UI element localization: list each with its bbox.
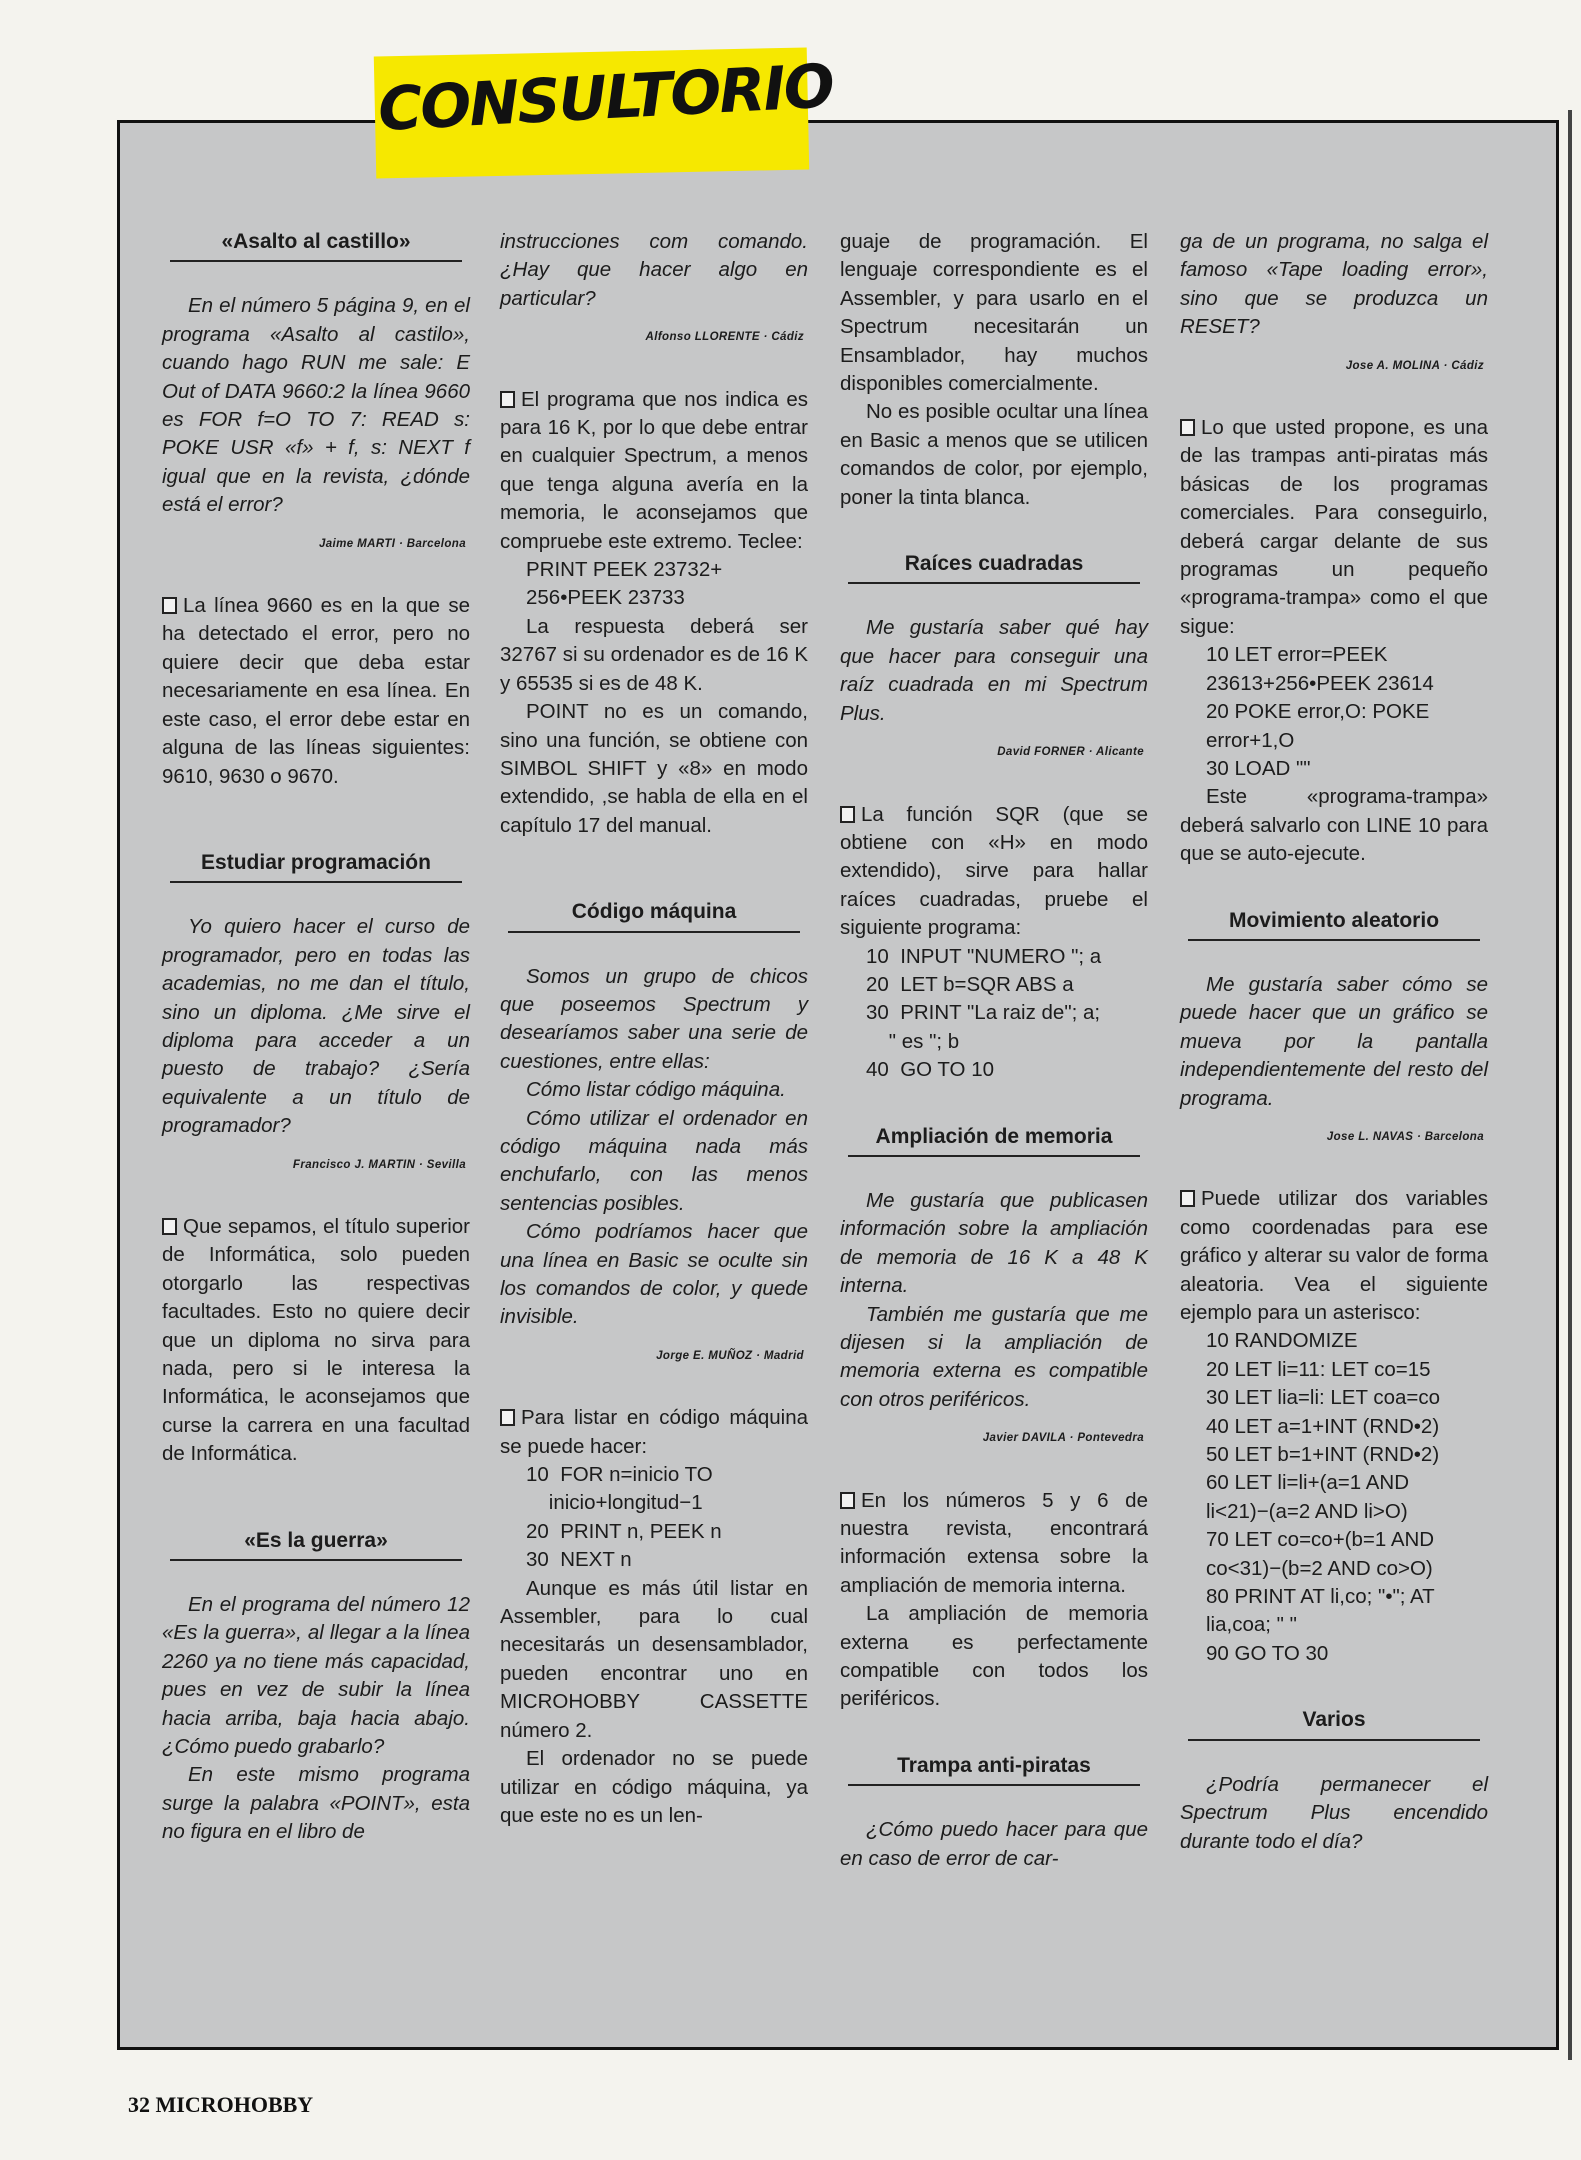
signature: Alfonso LLORENTE · Cádiz — [645, 331, 804, 344]
column-2 — [500, 228, 808, 1830]
question-trampa-cont: ga de un programa, no salga el famoso «Tape loading error», sino que se produzca un RESET? — [1180, 230, 1488, 339]
question-codigo-3: Cómo utilizar el ordenador en código máquina nada más enchufarlo, con las menos sentencias posibles. — [500, 1106, 808, 1215]
question-asalto: En el número 5 página 9, en el programa «Asalto al castilo», cuando hago RUN me sale: E Out of DATA 9660:2 la línea 9660 es FOR f=O TO 7: READ s: POKE USR «f» + f, s: NEXT f igual que en la revista, ¿dónde está el error? — [162, 294, 470, 517]
question-guerra-cont: instrucciones com comando. ¿Hay que hacer algo en particular? — [500, 230, 808, 310]
code-listar: 10 FOR n=inicio TO inicio+longitud−1 20 PRINT n, PEEK n 30 NEXT n — [526, 1463, 722, 1572]
code-peek: PRINT PEEK 23732+ 256•PEEK 23733 — [526, 558, 723, 610]
question-varios: ¿Podría permanecer el Spectrum Plus encendido durante todo el día? — [1180, 1772, 1488, 1853]
answer-asalto: La línea 9660 es en la que se ha detectado el error, pero no quiere decir que deba estar necesariamente en esa línea. En este caso, el error debe estar en alguna de las líneas siguientes: 9610, 9630 o 9670. — [162, 594, 470, 788]
signature: Jaime MARTI · Barcelona — [318, 537, 466, 550]
column-3 — [840, 228, 1148, 1873]
answer-codigo-2: Aunque es más útil listar en Assembler, para lo cual necesitarás un desensamblador, pueden encontrar uno en MICROHOBBY CASSETTE número 2. — [500, 1576, 808, 1742]
heading-memoria: Ampliación de memoria — [848, 1123, 1140, 1157]
question-trampa: ¿Cómo puedo hacer para que en caso de error de car- — [840, 1818, 1148, 1870]
answer-guerra-3: POINT no es un comando, sino una función, se obtiene con SIMBOL SHIFT y «8» en modo extendido, ,se habla de ella en el capítulo 17 del manual. — [500, 700, 808, 837]
checkbox-marker-icon — [840, 806, 855, 823]
question-raices: Me gustaría saber qué hay que hacer para conseguir una raíz cuadrada en mi Spectrum Plus. — [840, 616, 1148, 725]
answer-codigo-1: Para listar en código máquina se puede hacer: — [500, 1406, 808, 1458]
answer-raices: La función SQR (que se obtiene con «H» en modo extendido), sirve para hallar raíces cuadradas, pruebe el siguiente programa: — [840, 802, 1148, 940]
heading-estudiar: Estudiar programación — [170, 849, 462, 883]
signature: Javier DAVILA · Pontevedra — [982, 1432, 1144, 1445]
answer-movimiento: Puede utilizar dos variables como coordenadas para ese gráfico y alterar su valor de forma aleatoria. Vea el siguiente ejemplo para un asterisco: — [1180, 1187, 1488, 1324]
signature: Francisco J. MARTIN · Sevilla — [292, 1158, 466, 1171]
section-title: CONSULTORIO — [376, 51, 835, 146]
answer-memoria-1: En los números 5 y 6 de nuestra revista, encontrará información extensa sobre la ampliación de memoria interna. — [840, 1488, 1148, 1597]
checkbox-marker-icon — [162, 1218, 177, 1235]
magazine-name: MICROHOBBY — [155, 2092, 314, 2117]
answer-estudiar: Que sepamos, el título superior de Informática, solo pueden otorgarlo las respectivas facultades. Esto no quiere decir que un diploma no sirva para nada, pero si le interesa la Informática, le aconsejamos que curse la carrera en una facultad de Informática. — [162, 1214, 470, 1466]
answer-guerra-2: La respuesta deberá ser 32767 si su ordenador es de 16 K y 65535 si es de 48 K. — [500, 614, 808, 695]
page-number: 32 — [128, 2092, 150, 2117]
answer-codigo-3: El ordenador no se puede utilizar en código máquina, ya que este no es un len- — [500, 1747, 808, 1827]
signature: Jose A. MOLINA · Cádiz — [1345, 359, 1484, 372]
page-edge — [1568, 110, 1572, 2060]
checkbox-marker-icon — [1180, 1190, 1195, 1207]
heading-codigo: Código máquina — [508, 898, 800, 932]
question-codigo-2: Cómo listar código máquina. — [526, 1078, 786, 1102]
column-4 — [1180, 228, 1488, 1856]
heading-movimiento: Movimiento aleatorio — [1188, 907, 1480, 941]
page-footer — [128, 2092, 313, 2118]
code-sqr: 10 INPUT "NUMERO "; a 20 LET b=SQR ABS a 30 PRINT "La raiz de"; a; " es "; b 40 GO TO 10 — [866, 944, 1102, 1082]
checkbox-marker-icon — [162, 597, 177, 614]
answer-trampa-2: Este «programa-trampa» deberá salvarlo con LINE 10 para que se auto-ejecute. — [1180, 785, 1488, 866]
question-memoria-2: También me gustaría que me dijesen si la ampliación de memoria externa es compatible con otros periféricos. — [840, 1302, 1148, 1411]
question-codigo-4: Cómo podríamos hacer que una línea en Basic se oculte sin los comandos de color, y quede invisible. — [500, 1220, 808, 1329]
code-trampa: 10 LET error=PEEK 23613+256•PEEK 23614 20 POKE error,O: POKE error+1,O 30 LOAD "" — [1206, 643, 1434, 780]
heading-varios: Varios — [1188, 1706, 1480, 1740]
signature: Jose L. NAVAS · Barcelona — [1326, 1130, 1484, 1143]
signature: Jorge E. MUÑOZ · Madrid — [656, 1349, 804, 1362]
answer-trampa-1: Lo que usted propone, es una de las trampas anti-piratas más básicas de los programas comerciales. Para conseguirlo, deberá cargar delante de sus programas un pequeño «programa-trampa» como el que sigue: — [1180, 416, 1488, 638]
answer-guerra-1: El programa que nos indica es para 16 K, por lo que debe entrar en cualquier Spectrum, a menos que tenga alguna avería en la memoria, le aconsejamos que compruebe este extremo. Teclee: — [500, 387, 808, 553]
heading-raices: Raíces cuadradas — [848, 550, 1140, 584]
checkbox-marker-icon — [500, 391, 515, 408]
signature: David FORNER · Alicante — [997, 746, 1144, 759]
checkbox-marker-icon — [500, 1409, 515, 1426]
question-memoria-1: Me gustaría que publicasen información sobre la ampliación de memoria de 16 K a 48 K interna. — [840, 1188, 1148, 1298]
question-guerra: En el programa del número 12 «Es la guerra», al llegar a la línea 2260 ya no tiene más capacidad, pues en vez de subir la línea hacia arriba, baja hacia abajo. ¿Cómo puedo grabarlo? — [162, 1593, 470, 1759]
question-movimiento: Me gustaría saber cómo se puede hacer que un gráfico se mueva por la pantalla independientemente del resto del programa. — [1180, 972, 1488, 1110]
heading-guerra: «Es la guerra» — [170, 1527, 462, 1561]
checkbox-marker-icon — [840, 1492, 855, 1509]
heading-asalto: «Asalto al castillo» — [170, 228, 462, 262]
question-codigo-1: Somos un grupo de chicos que poseemos Spectrum y desearíamos saber una serie de cuestiones, entre ellas: — [500, 964, 808, 1073]
answer-codigo-cont: guaje de programación. El lenguaje correspondiente es el Assembler, y para usarlo en el Spectrum necesitarán un Ensamblador, hay muchos disponibles comercialmente. — [840, 230, 1148, 396]
heading-trampa: Trampa anti-piratas — [848, 1752, 1140, 1786]
answer-codigo-ocultar: No es posible ocultar una línea en Basic a menos que se utilicen comandos de color, por ejemplo, poner la tinta blanca. — [840, 400, 1148, 509]
question-estudiar: Yo quiero hacer el curso de programador, pero en todas las academias, no me dan el título, sino un diploma. ¿Me sirve el diploma para acceder a un puesto de trabajo? ¿Sería equivalente a un título de programador? — [162, 915, 470, 1138]
answer-memoria-2: La ampliación de memoria externa es perfectamente compatible con todos los periféricos. — [840, 1602, 1148, 1711]
question-guerra-2: En este mismo programa surge la palabra «POINT», esta no figura en el libro de — [162, 1763, 470, 1844]
checkbox-marker-icon — [1180, 419, 1195, 436]
code-movimiento: 10 RANDOMIZE 20 LET li=11: LET co=15 30 LET lia=li: LET coa=co 40 LET a=1+INT (RND•2) 50 LET b=1+INT (RND•2) 60 LET li=li+(a=1 AND li<21)−(a=2 AND li>O) 70 LET co=co+(b=1 AND co<31)−(b=2 AND co>O) 80 PRINT AT li,co; "•"; AT lia,coa; " " 90 GO TO 30 — [1206, 1329, 1440, 1665]
column-1 — [162, 228, 470, 1847]
